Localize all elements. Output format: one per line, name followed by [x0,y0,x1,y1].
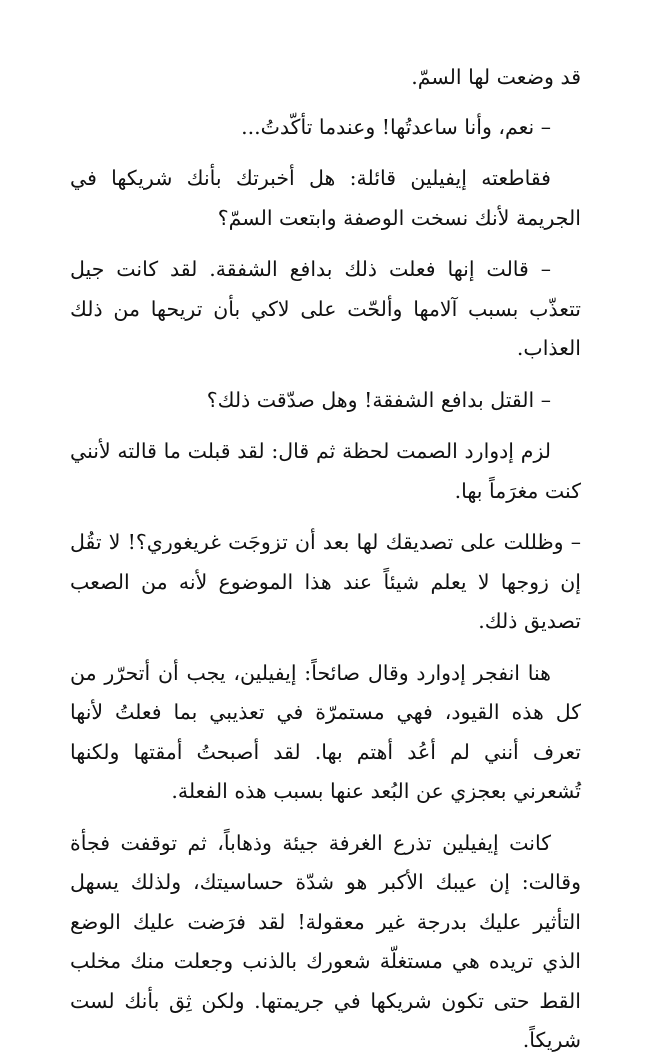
paragraph-7: – وظللت على تصديقك لها بعد أن تزوجَت غريغوري؟! لا تقُل إن زوجها لا يعلم شيئاً عند هذا الموضوع لأنه من الصعب تصديق ذلك. [70,530,581,633]
paragraph-1: قد وضعت لها السمّ. [411,65,581,89]
paragraph-6: لزم إدوارد الصمت لحظة ثم قال: لقد قبلت ما قالته لأنني كنت مغرَماً بها. [70,439,581,503]
paragraph-9: كانت إيفيلين تذرع الغرفة جيئة وذهاباً، ثم توقفت فجأة وقالت: إن عيبك الأكبر هو شدّة حساسيتك، ولذلك يسهل التأثير عليك بدرجة غير معقولة! لقد فرَضت عليك الوضع الذي تريده هي مستغلّة شعورك بالذنب وجعلت منك مخلب القط حتى تكون شريكها في جريمتها. ولكن ثِق بأنك لست شريكاً. [70,830,581,1052]
paragraph-4: – قالت إنها فعلت ذلك بدافع الشفقة. لقد كانت جيل تتعذّب بسبب آلامها وألحّت على لاكي بأن تريحها من ذلك العذاب. [70,257,581,360]
paragraph-2: – نعم، وأنا ساعدتُها! وعندما تأكّدتُ... [241,114,551,139]
paragraph-8: هنا انفجر إدوارد وقال صائحاً: إيفيلين، يجب أن أتحرّر من كل هذه القيود، فهي مستمرّة في تعذيبي بما فعلتُ لأنها تعرف أنني لم أعُد أهتم بها. لقد أصبحتُ أمقتها ولكنها تُشعرني بعجزي عن البُعد عنها بسبب هذه الفعلة. [70,660,581,803]
paragraph-5: – القتل بدافع الشفقة! وهل صدّقت ذلك؟ [206,387,551,412]
paragraph-3: فقاطعته إيفيلين قائلة: هل أخبرتك بأنك شريكها في الجريمة لأنك نسخت الوصفة وابتعت السمّ؟ [70,166,581,230]
